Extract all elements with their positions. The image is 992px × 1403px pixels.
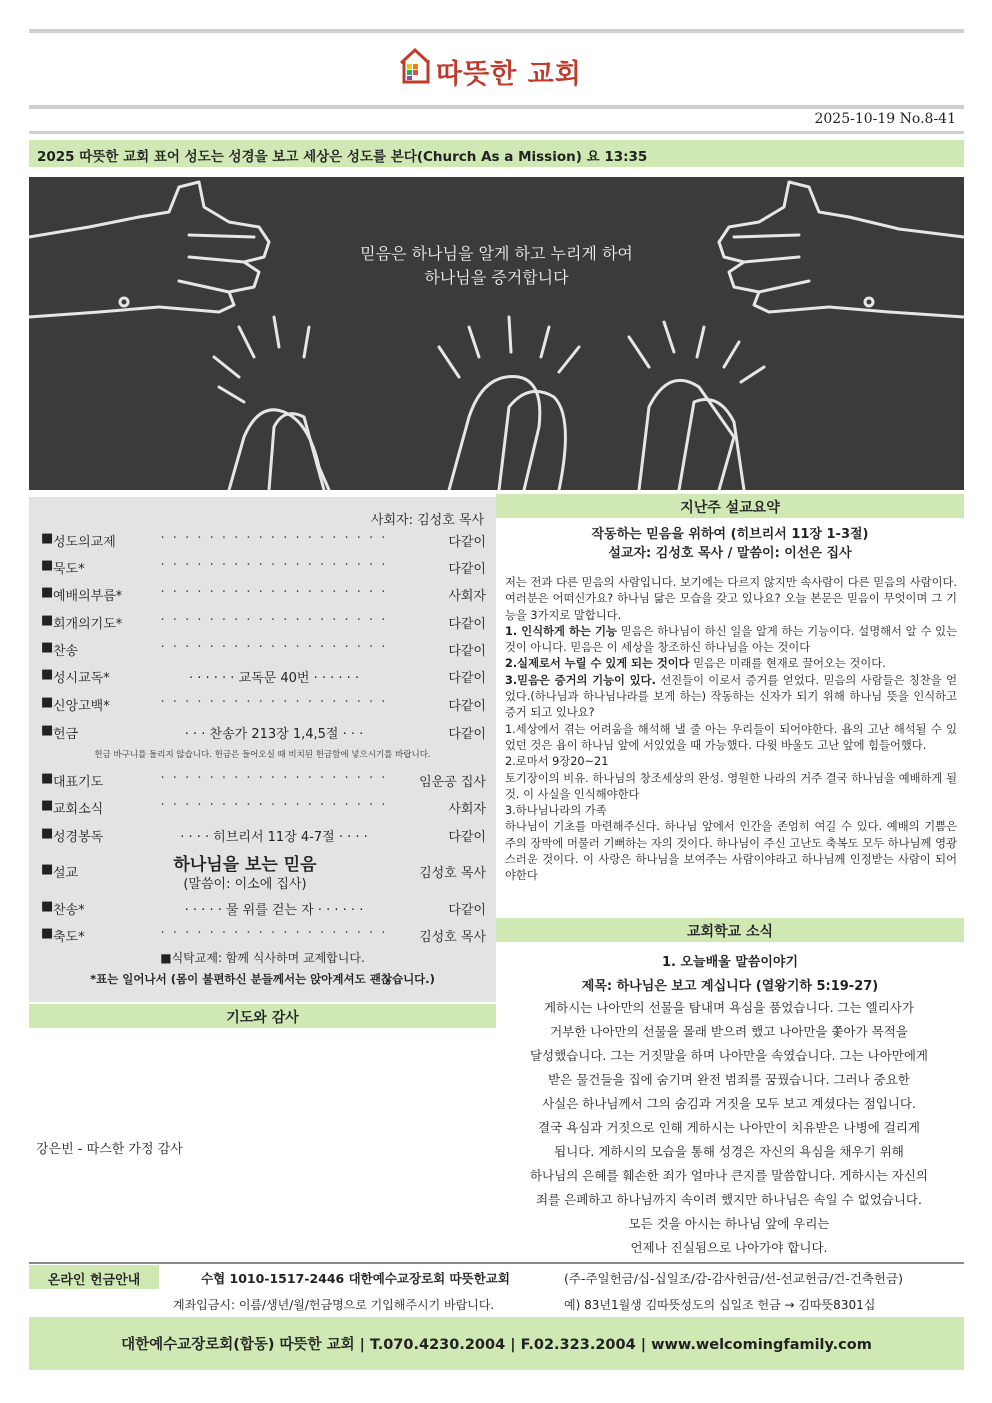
date-issue: 2025-10-19 No.8-41 (814, 111, 956, 127)
summary-paragraph: 1.세상에서 겪는 어려움을 해석해 낼 줄 아는 우리들이 되어야한다. 욥의 고난 해석될 수 있었던 것은 욥이 하나님 앞에 서있었을 때 가능했다. 다윗 바울도 고난 앞에 힘들어했다. (505, 722, 957, 752)
bullet-icon: ■ (41, 667, 54, 682)
worship-order (29, 497, 496, 1002)
house-icon (398, 46, 432, 86)
banner-image (29, 177, 964, 490)
offering-rule (29, 1262, 964, 1264)
summary-preacher: 설교자: 김성호 목사 / 말씀이: 이선은 집사 (608, 546, 852, 561)
banner-line-2: 하나님을 증거합니다 (424, 268, 569, 287)
offering-note: 헌금 바구니를 돌리지 않습니다. 헌금은 들어오실 때 비치된 헌금함에 넣으시기를 바랍니다. (94, 750, 431, 760)
prayer-item: 강은빈 - 따스한 가정 감사 (36, 1142, 183, 1157)
offering-label: 온라인 헌금안내 (29, 1265, 159, 1289)
meal-note: ■식탁교제: 함께 식사하며 교제합니다. (160, 951, 365, 965)
bullet-icon: ■ (41, 613, 54, 628)
school-body: 게하시는 나아만의 선물을 탐내며 욕심을 품었습니다. 그는 엘리사가 거부한 나아만의 선물을 몰래 받으려 했고 나아만을 쫓아가 목적을 달성했습니다. 그는 거짓말을 하며 나아만을 속였습니다. 그는 나아만에게 받은 물건들을 집에 숨기며 완전 범죄를 꿈꿨습니다. 그러나 중요한 사실은 하나님께서 그의 숨김과 거짓을 모두 보고 계셨다는 점입니다. 결국 욕심과 거짓으로 인해 게하시는 나아만이 치유받은 나병에 걸리게 됩니다. 게하시의 모습을 통해 성경은 자신의 욕심을 채우기 위해 하나님의 은혜를 훼손한 죄가 얼마나 큰지를 말씀합니다. 게하시는 자신의 죄를 은폐하고 하나님까지 속이려 했지만 하나님은 속일 수 없었습니다. 모든 것을 아시는 하나님 앞에 우리는 언제나 진실됨으로 나아가야 합니다. (529, 1000, 928, 1255)
bullet-icon: ■ (41, 862, 54, 877)
church-logo (396, 44, 596, 94)
offering-example: 예) 83년1월생 김따뜻성도의 십일조 헌금 → 김따뜻8301십 (564, 1298, 876, 1312)
bullet-icon: ■ (41, 798, 54, 813)
summary-paragraph: 3.하나님나라의 가족 (505, 804, 607, 818)
stand-note: *표는 일어나서 (몸이 불편하신 분들께서는 앉아계셔도 괜찮습니다.) (90, 972, 435, 986)
summary-paragraph: 토기장이의 비유. 하나님의 창조세상의 완성. 영원한 나라의 거주 결국 하나님을 예배하게 될 것. 이 사실을 인식해야한다 (505, 771, 957, 801)
banner-line-1: 믿음은 하나님을 알게 하고 누리게 하여 (360, 244, 633, 263)
worship-item-sermon: ■ 설교 김성호 목사 (41, 862, 486, 881)
worship-item: ■ 대표기도 · · · · · · · · · · · · · · · · · · · 임운공 집사 (41, 771, 486, 790)
date-rule (29, 131, 964, 134)
summary-paragraph: 저는 전과 다른 믿음의 사람입니다. 보기에는 다르지 않지만 속사람이 다른 믿음의 사람이다. 여러분은 어떠신가요? 하나님 닮은 모습을 갖고 있나요? 오늘 본문은 믿음이 무엇이며 그 기능을 3가지로 말합니다. (505, 576, 957, 622)
bullet-icon: ■ (41, 926, 54, 941)
bullet-icon: ■ (41, 585, 54, 600)
top-rule (29, 29, 964, 33)
school-lesson-title: 제목: 하나님은 보고 계십니다 (열왕기하 5:19-27) (581, 979, 879, 994)
summary-heading: 지난주 설교요약 (496, 494, 964, 518)
worship-item: ■ 묵도* · · · · · · · · · · · · · · · · · · · 다같이 (41, 558, 486, 577)
worship-item: ■ 성도의교제 · · · · · · · · · · · · · · · · · · · 다같이 (41, 531, 486, 550)
worship-item: ■ 회개의기도* · · · · · · · · · · · · · · · · · · · 다같이 (41, 613, 486, 632)
bullet-icon: ■ (41, 826, 54, 841)
prayer-heading: 기도와 감사 (29, 1004, 496, 1028)
bullet-icon: ■ (41, 531, 54, 546)
offering-codes: (주-주일헌금/십-십일조/감-감사헌금/선-선교헌금/건-건축헌금) (564, 1271, 903, 1286)
worship-item: ■ 성시교독* · · · · · · 교독문 40번 · · · · · · 다같이 (41, 667, 486, 686)
worship-item: ■ 성경봉독 · · · · 히브리서 11장 4-7절 · · · · 다같이 (41, 826, 486, 845)
worship-item: ■ 축도* · · · · · · · · · · · · · · · · · · · 김성호 목사 (41, 926, 486, 945)
summary-title: 작동하는 믿음을 위하여 (히브리서 11장 1-3절) (591, 527, 869, 542)
worship-item: ■ 예배의부름* · · · · · · · · · · · · · · · · · · · 사회자 (41, 585, 486, 604)
sermon-title: 하나님을 보는 믿음 (173, 855, 317, 875)
summary-paragraph: 2.로마서 9장20~21 (505, 755, 609, 769)
school-subheading: 1. 오늘배울 말씀이야기 (661, 955, 799, 970)
footer-contact: 대한예수교장로회(합동) 따뜻한 교회 | T.070.4230.2004 | F.02.323.2004 | www.welcomingfamily.com (29, 1317, 964, 1370)
bullet-icon: ■ (41, 723, 54, 738)
offering-account: 수협 1010-1517-2446 대한예수교장로회 따뜻한교회 (201, 1271, 510, 1286)
presider: 사회자: 김성호 목사 (370, 513, 484, 528)
bullet-icon: ■ (41, 640, 54, 655)
worship-item: ■ 찬송* · · · · · 물 위를 걷는 자 · · · · · · 다같이 (41, 899, 486, 918)
hands-illustration (29, 177, 964, 490)
offering-note-deposit: 계좌입금시: 이름/생년/월/헌금명으로 기입해주시기 바랍니다. (173, 1298, 495, 1312)
sermon-speaker: (말씀이: 이소에 집사) (183, 877, 307, 892)
summary-paragraph: 하나님이 기초를 마련해주신다. 하나님 앞에서 인간을 존엄히 여길 수 있다. 예배의 기쁨은 주의 장막에 머물러 기뻐하는 자의 것이다. 하나님이 주신 고난도 축복도 모두 하나님께 영광스러운 것이다. 이 사랑은 하나님을 보여주는 사람이야라고 하나님께 인정받는 사람이 되어야한다 (505, 820, 957, 883)
bullet-icon: ■ (41, 899, 54, 914)
worship-item: ■ 헌금 · · · 찬송가 213장 1,4,5절 · · · 다같이 (41, 723, 486, 742)
header-rule (29, 105, 964, 109)
church-name: 따뜻한 교회 (436, 59, 582, 90)
worship-item: ■ 신앙고백* · · · · · · · · · · · · · · · · · · · 다같이 (41, 695, 486, 714)
summary-paragraph: 3.믿음은 증거의 기능이 있다. 선진들이 이로서 증거를 얻었다. 믿음의 사람들은 칭찬을 얻었다.(하나님과 하나님나라를 보게 하는) 작동하는 신자가 되기 위해 하나님 뜻을 인식하고 증거 되고 있나요? (505, 673, 957, 720)
summary-paragraph: 1. 인식하게 하는 기능 믿음은 하나님이 하신 일을 알게 하는 기능이다. 설명해서 알 수 있는 것이 아니다. 믿음은 이 세상을 창조하신 하나님을 아는 것이다 (505, 624, 957, 655)
summary-body (505, 575, 957, 885)
bullet-icon: ■ (41, 771, 54, 786)
bullet-icon: ■ (41, 695, 54, 710)
bullet-icon: ■ (41, 558, 54, 573)
worship-item: ■ 교회소식 · · · · · · · · · · · · · · · · · · · 사회자 (41, 798, 486, 817)
school-heading: 교회학교 소식 (496, 918, 964, 942)
summary-paragraph: 2.실제로서 누릴 수 있게 되는 것이다 믿음은 미래를 현재로 끌어오는 것이다. (505, 657, 886, 671)
worship-item: ■ 찬송 · · · · · · · · · · · · · · · · · · · 다같이 (41, 640, 486, 659)
church-theme: 2025 따뜻한 교회 표어 성도는 성경을 보고 세상은 성도를 본다(Church As a Mission) 요 13:35 (29, 140, 964, 167)
